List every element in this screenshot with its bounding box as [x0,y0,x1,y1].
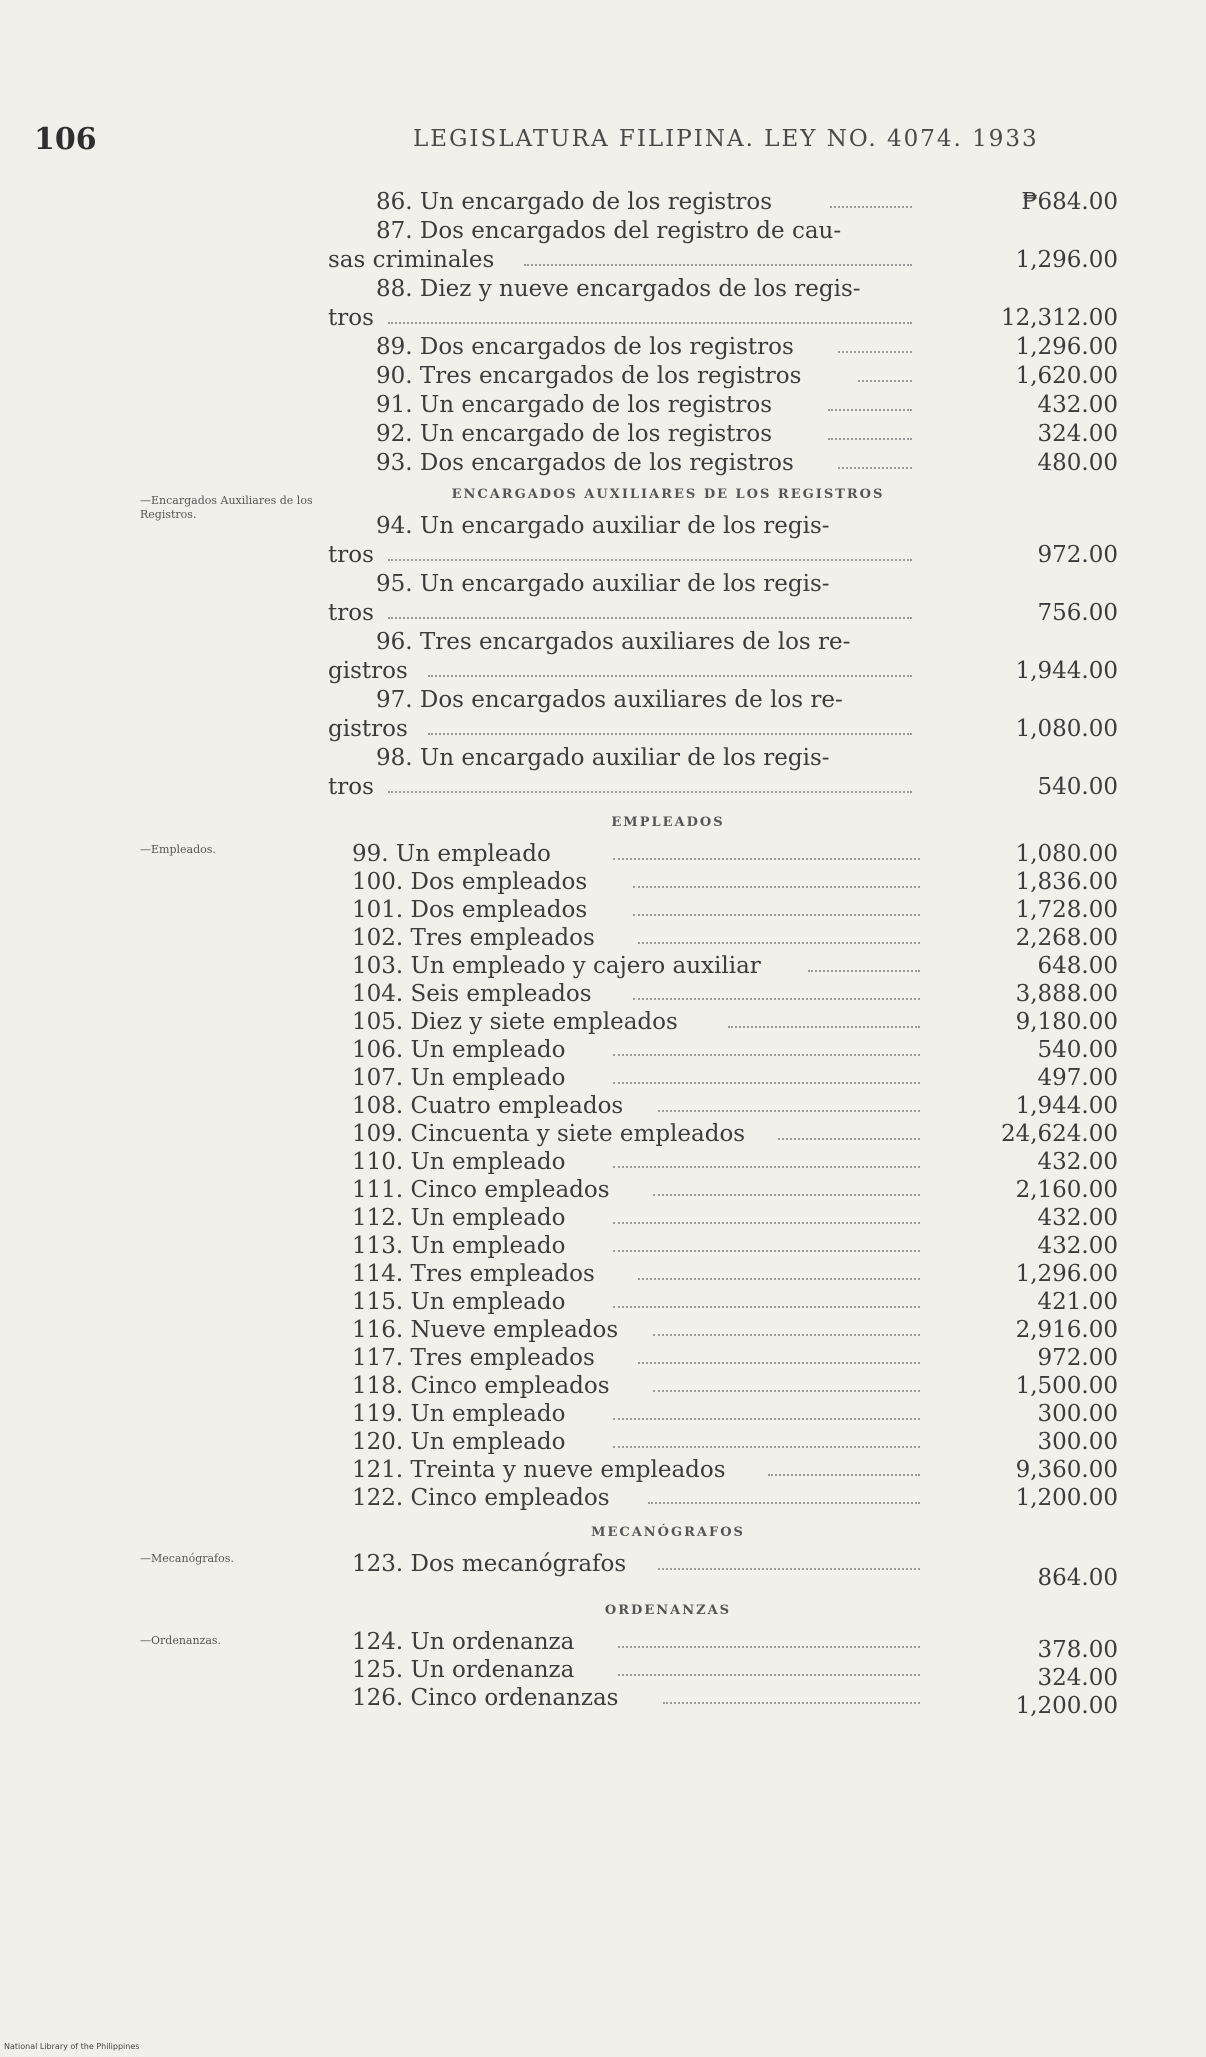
item-amount: 2,160.00 [1015,1177,1118,1203]
leader-dots [658,1568,920,1570]
item-label: 112. Un empleado [352,1205,566,1231]
item-label: 120. Un empleado [352,1429,566,1455]
margin-note-empleados: —Empleados. [140,843,216,856]
leader-dots [828,409,912,411]
item-amount: 540.00 [1037,774,1118,800]
list-item [328,449,1118,478]
list-item [328,896,1118,924]
leader-dots [653,1194,920,1196]
section-heading-empleados: EMPLEADOS [611,815,725,830]
leader-dots [613,1082,920,1084]
item-label: 109. Cincuenta y siete empleados [352,1121,746,1147]
list-item [328,570,1118,628]
empleados-list [328,840,1118,1512]
item-label: 89. Dos encargados de los registros [376,334,794,360]
item-amount: 1,620.00 [1015,363,1118,389]
item-label-line1: 88. Diez y nueve encargados de los regis- [376,276,861,302]
list-item [328,1092,1118,1120]
leader-dots [613,858,920,860]
leader-dots [613,1054,920,1056]
list-item [328,420,1118,449]
item-label: 105. Diez y siete empleados [352,1009,678,1035]
item-amount: 1,836.00 [1015,869,1118,895]
item-label: 110. Un empleado [352,1149,566,1175]
item-label: 116. Nueve empleados [352,1317,619,1343]
item-label: 117. Tres empleados [352,1345,595,1371]
leader-dots [618,1674,920,1676]
leader-dots [388,617,912,619]
item-label-line1: 96. Tres encargados auxiliares de los re- [376,629,851,655]
item-amount: 972.00 [1037,542,1118,568]
item-amount: 2,916.00 [1015,1317,1118,1343]
item-amount: 1,200.00 [1015,1693,1118,1719]
item-label: 114. Tres empleados [352,1261,595,1287]
leader-dots [638,942,920,944]
item-label-line2: sas criminales [328,247,495,273]
margin-note-auxiliares: —Encargados Auxiliares de los Registros. [140,494,313,521]
section-heading-mecanografos: MECANÓGRAFOS [591,1525,745,1540]
item-amount: 1,944.00 [1015,658,1118,684]
leader-dots [728,1026,920,1028]
item-amount: 432.00 [1037,1233,1118,1259]
leader-dots [633,886,920,888]
list-item [328,1316,1118,1344]
leader-dots [638,1278,920,1280]
item-label: 124. Un ordenanza [352,1629,575,1655]
leader-dots [633,914,920,916]
item-amount: 540.00 [1037,1037,1118,1063]
leader-dots [428,675,912,677]
item-amount: 972.00 [1037,1345,1118,1371]
list-item [328,868,1118,896]
item-label: 111. Cinco empleados [352,1177,610,1203]
leader-dots [613,1222,920,1224]
item-amount: 421.00 [1037,1289,1118,1315]
item-label: 86. Un encargado de los registros [376,189,773,215]
list-item [328,1550,1118,1594]
list-item [328,1684,1118,1719]
item-amount: 9,360.00 [1015,1457,1118,1483]
leader-dots [613,1250,920,1252]
list-item [328,628,1118,686]
item-label: 123. Dos mecanógrafos [352,1551,627,1577]
list-item [328,1484,1118,1512]
item-amount: 2,268.00 [1015,925,1118,951]
list-item [328,1628,1118,1663]
leader-dots [808,970,920,972]
item-label-line2: tros [328,774,374,800]
item-amount: 648.00 [1037,953,1118,979]
leader-dots [838,467,912,469]
item-label: 118. Cinco empleados [352,1373,610,1399]
leader-dots [524,264,912,266]
item-amount: 1,296.00 [1015,1261,1118,1287]
running-head: LEGISLATURA FILIPINA. LEY NO. 4074. 1933 [413,126,1039,152]
item-label: 113. Un empleado [352,1233,566,1259]
list-item [328,512,1118,570]
list-item [328,1656,1118,1691]
list-item [328,1008,1118,1036]
item-label: 91. Un encargado de los registros [376,392,773,418]
leader-dots [613,1446,920,1448]
item-label: 99. Un empleado [352,841,551,867]
list-item [328,1372,1118,1400]
item-label: 126. Cinco ordenanzas [352,1685,619,1711]
item-label-line1: 98. Un encargado auxiliar de los regis- [376,745,830,771]
item-amount: 1,080.00 [1015,716,1118,742]
item-amount: 324.00 [1037,1665,1118,1691]
item-amount: 1,080.00 [1015,841,1118,867]
leader-dots [638,1362,920,1364]
item-label-line1: 87. Dos encargados del registro de cau- [376,218,842,244]
leader-dots [633,998,920,1000]
leader-dots [388,791,912,793]
list-item [328,924,1118,952]
list-item [328,333,1118,362]
list-item [328,1456,1118,1484]
item-label-line1: 97. Dos encargados auxiliares de los re- [376,687,843,713]
margin-note-mecanografos: —Mecanógrafos. [140,1552,234,1565]
item-amount: 1,500.00 [1015,1373,1118,1399]
list-item [328,1064,1118,1092]
item-amount: 497.00 [1037,1065,1118,1091]
item-amount: 1,200.00 [1015,1485,1118,1511]
item-amount: 432.00 [1037,392,1118,418]
list-item [328,1120,1118,1148]
item-label: 106. Un empleado [352,1037,566,1063]
list-item [328,744,1118,802]
registros-list [328,188,1118,1719]
leader-dots [653,1334,920,1336]
list-item [328,1204,1118,1232]
item-label: 115. Un empleado [352,1289,566,1315]
list-item [328,1428,1118,1456]
leader-dots [768,1474,920,1476]
section-heading-auxiliares: ENCARGADOS AUXILIARES DE LOS REGISTROS [451,487,885,502]
list-item [328,391,1118,420]
list-item [328,1148,1118,1176]
leader-dots [618,1646,920,1648]
mecanografos-list [328,1550,1118,1594]
item-label: 92. Un encargado de los registros [376,421,773,447]
item-amount: 9,180.00 [1015,1009,1118,1035]
list-item [328,362,1118,391]
item-label-line2: gistros [328,658,408,684]
leader-dots [858,380,912,382]
item-amount: 300.00 [1037,1429,1118,1455]
page-number: 106 [34,122,97,157]
list-item [328,217,1118,275]
list-item [328,1344,1118,1372]
item-amount: 1,944.00 [1015,1093,1118,1119]
item-label-line1: 94. Un encargado auxiliar de los regis- [376,513,830,539]
list-item [328,1400,1118,1428]
list-item [328,840,1118,868]
item-amount: 1,296.00 [1015,247,1118,273]
item-label: 103. Un empleado y cajero auxiliar [352,953,761,979]
leader-dots [613,1418,920,1420]
item-amount: 378.00 [1037,1637,1118,1663]
leader-dots [828,438,912,440]
item-label: 125. Un ordenanza [352,1657,575,1683]
margin-note-ordenanzas: —Ordenanzas. [140,1634,222,1647]
item-label-line1: 95. Un encargado auxiliar de los regis- [376,571,830,597]
leader-dots [388,322,912,324]
leader-dots [830,206,912,208]
item-label: 119. Un empleado [352,1401,566,1427]
item-label-line2: gistros [328,716,408,742]
list-item [328,275,1118,333]
item-label: 102. Tres empleados [352,925,595,951]
item-label: 100. Dos empleados [352,869,588,895]
item-amount: ₱684.00 [1021,189,1118,215]
list-item [328,1260,1118,1288]
item-label: 122. Cinco empleados [352,1485,610,1511]
item-amount: 300.00 [1037,1401,1118,1427]
item-label: 90. Tres encargados de los registros [376,363,802,389]
item-amount: 12,312.00 [1000,305,1118,331]
item-amount: 864.00 [1037,1565,1118,1591]
list-item [328,952,1118,980]
item-label: 101. Dos empleados [352,897,588,923]
item-amount: 432.00 [1037,1149,1118,1175]
leader-dots [388,559,912,561]
leader-dots [613,1166,920,1168]
item-amount: 24,624.00 [1000,1121,1118,1147]
item-amount: 432.00 [1037,1205,1118,1231]
item-label: 107. Un empleado [352,1065,566,1091]
section-heading-ordenanzas: ORDENANZAS [604,1603,732,1618]
item-amount: 1,728.00 [1015,897,1118,923]
list-item [328,1036,1118,1064]
item-label: 104. Seis empleados [352,981,592,1007]
leader-dots [658,1110,920,1112]
leader-dots [653,1390,920,1392]
item-label-line2: tros [328,305,374,331]
item-label-line2: tros [328,600,374,626]
item-label: 93. Dos encargados de los registros [376,450,794,476]
leader-dots [648,1502,920,1504]
list-item [328,1176,1118,1204]
leader-dots [663,1702,920,1704]
item-amount: 324.00 [1037,421,1118,447]
leader-dots [428,733,912,735]
list-item [328,1288,1118,1316]
leader-dots [778,1138,920,1140]
item-label: 108. Cuatro empleados [352,1093,624,1119]
item-label: 121. Treinta y nueve empleados [352,1457,726,1483]
item-amount: 756.00 [1037,600,1118,626]
list-item [328,188,1118,217]
leader-dots [838,351,912,353]
ordenanzas-list [328,1628,1118,1719]
item-label-line2: tros [328,542,374,568]
list-item [328,1232,1118,1260]
item-amount: 3,888.00 [1015,981,1118,1007]
list-item [328,686,1118,744]
list-item [328,980,1118,1008]
leader-dots [613,1306,920,1308]
scan-footer-note: National Library of the Philippines [4,2042,140,2051]
item-amount: 480.00 [1037,450,1118,476]
item-amount: 1,296.00 [1015,334,1118,360]
